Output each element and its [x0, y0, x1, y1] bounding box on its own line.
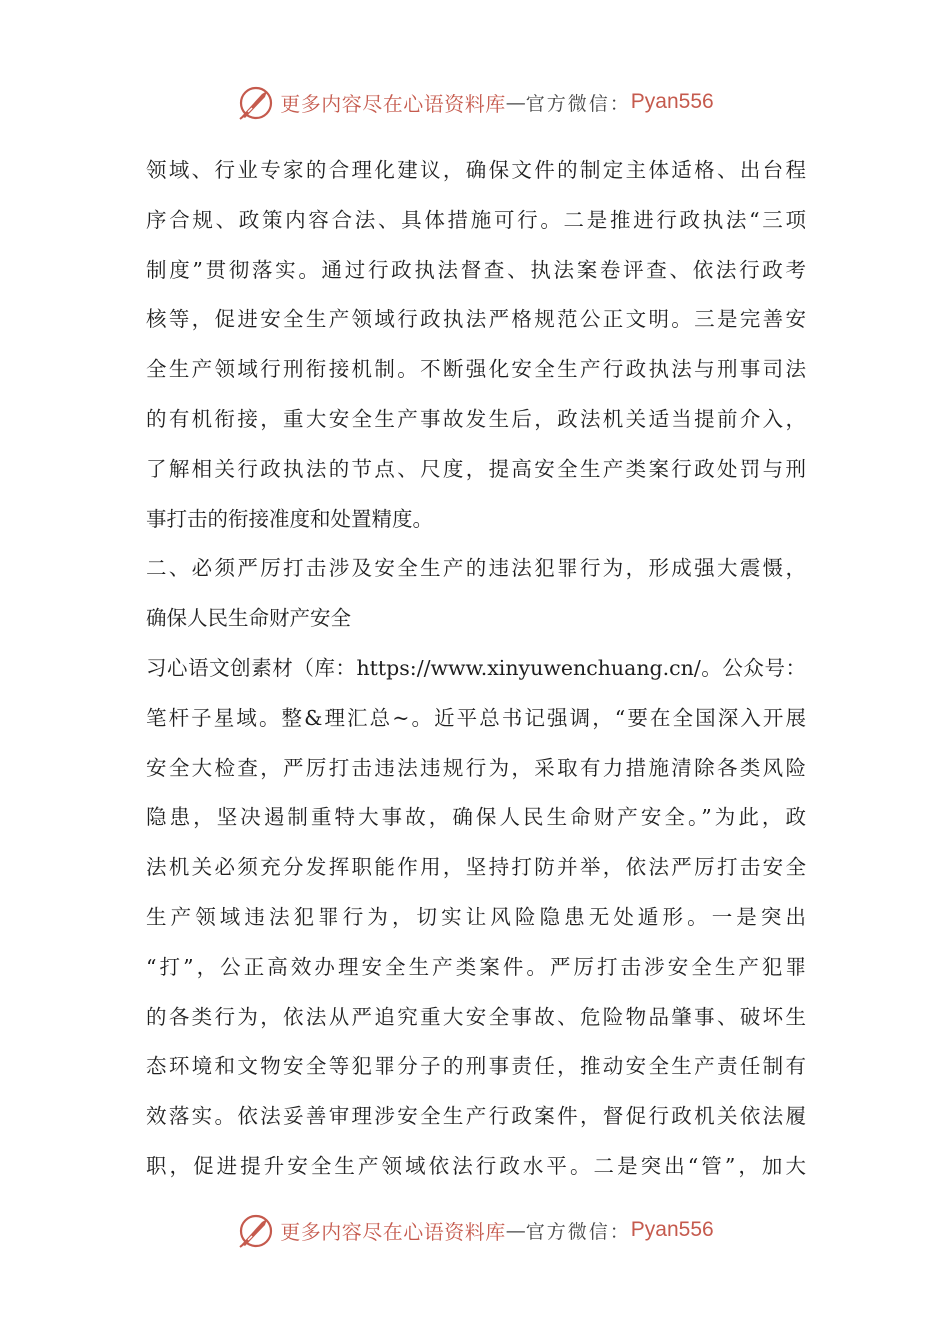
- pen-nib-logo-icon: [236, 1210, 276, 1250]
- text-line: 核等，促进安全生产领域行政执法严格规范公正文明。三是完善安: [146, 307, 806, 332]
- document-body: [146, 146, 806, 1192]
- text-line: 了解相关行政执法的节点、尺度，提高安全生产类案行政处罚与刑: [146, 456, 806, 481]
- banner-main-text: 更多内容尽在心语资料库: [280, 1219, 506, 1244]
- banner-main-text: 更多内容尽在心语资料库: [280, 91, 506, 116]
- text-line: “打”，公正高效办理安全生产类案件。严厉打击涉安全生产犯罪: [146, 954, 806, 979]
- text-line: 效落实。依法妥善审理涉安全生产行政案件，督促行政机关依法履: [146, 1104, 806, 1129]
- text-line: 态环境和文物安全等犯罪分子的刑事责任，推动安全生产责任制有: [146, 1054, 806, 1079]
- text-line: 的有机衔接，重大安全生产事故发生后，政法机关适当提前介入，: [146, 406, 806, 431]
- text-line: 领域、行业专家的合理化建议，确保文件的制定主体适格、出台程: [146, 158, 806, 182]
- text-line: 隐患，坚决遏制重特大事故，确保人民生命财产安全。”为此，政: [146, 805, 806, 830]
- text-line: 笔杆子星域。整&理汇总~。近平总书记强调，“要在全国深入开展: [146, 705, 806, 730]
- footer-banner: [0, 1208, 950, 1252]
- text-line: 的各类行为，依法从严追究重大安全事故、危险物品肇事、破坏生: [146, 1004, 806, 1029]
- banner-wechat-id: Pyan556: [630, 90, 714, 113]
- banner-label: 官方微信：: [525, 92, 631, 115]
- banner-label: 官方微信：: [525, 1220, 631, 1243]
- text-line: 安全大检查，严厉打击违法违规行为，采取有力措施清除各类风险: [146, 755, 806, 780]
- text-line: 法机关必须充分发挥职能作用，坚持打防并举，依法严厉打击安全: [146, 855, 806, 880]
- section-heading-line: 确保人民生命财产安全: [146, 606, 351, 631]
- text-line: 职，促进提升安全生产领域依法行政水平。二是突出“管”，加大: [146, 1153, 806, 1178]
- text-line: 事打击的衔接准度和处置精度。: [146, 506, 433, 531]
- text-line: 序合规、政策内容合法、具体措施可行。二是推进行政执法“三项: [146, 207, 806, 232]
- text-line: 习心语文创素材（库：https://www.xinyuwenchuang.cn/。公众号：: [146, 655, 806, 680]
- text-line: 制度”贯彻落实。通过行政执法督查、执法案卷评查、依法行政考: [146, 257, 806, 282]
- section-heading-line: 二、必须严厉打击涉及安全生产的违法犯罪行为，形成强大震慑，: [146, 556, 806, 581]
- text-line: 全生产领域行刑衔接机制。不断强化安全生产行政执法与刑事司法: [146, 357, 806, 382]
- text-line: 生产领域违法犯罪行为，切实让风险隐患无处遁形。一是突出: [146, 904, 806, 929]
- pen-nib-logo-icon: [236, 82, 276, 122]
- header-banner: [0, 80, 950, 124]
- banner-separator: —: [505, 1218, 526, 1242]
- banner-wechat-id: Pyan556: [630, 1218, 714, 1241]
- banner-separator: —: [505, 90, 526, 114]
